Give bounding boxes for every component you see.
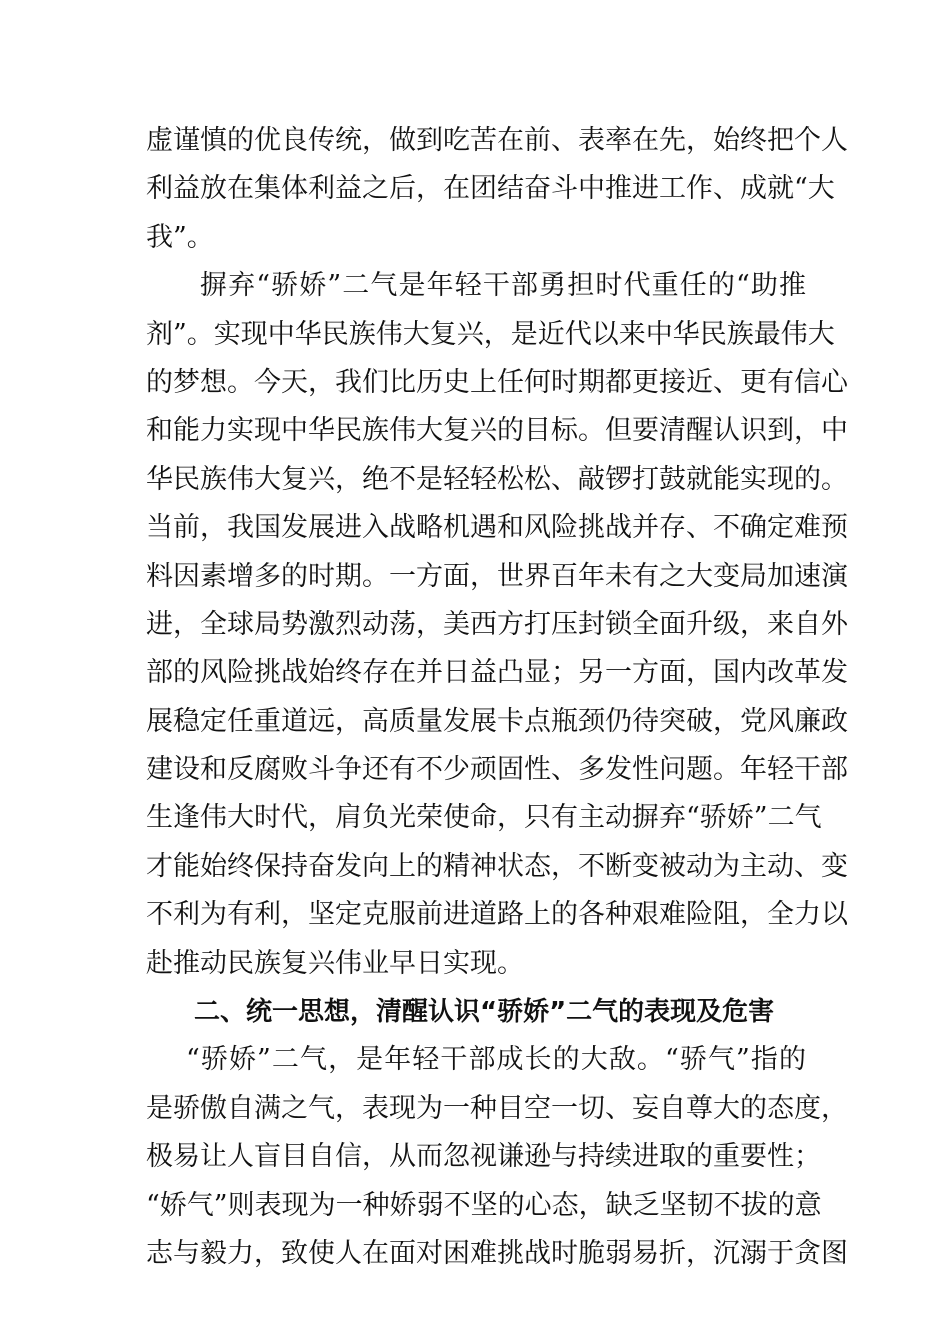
text-line: 料因素增多的时期。一方面，世界百年未有之大变局加速演	[146, 560, 848, 592]
paragraph-3	[146, 1036, 848, 1278]
text-line: 剂”。实现中华民族伟大复兴，是近代以来中华民族最伟大	[146, 318, 835, 350]
paragraph-1	[146, 117, 848, 262]
text-line: 极易让人盲目自信，从而忽视谦逊与持续进取的重要性；	[146, 1141, 821, 1173]
text-line: 利益放在集体利益之后，在团结奋斗中推进工作、成就“大	[146, 173, 835, 205]
text-line: “娇气”则表现为一种娇弱不坚的心态，缺乏坚韧不拔的意	[146, 1189, 822, 1221]
text-line: 赴推动民族复兴伟业早日实现。	[146, 947, 524, 979]
text-line: 华民族伟大复兴，绝不是轻轻松松、敲锣打鼓就能实现的。	[146, 463, 848, 495]
text-line: 和能力实现中华民族伟大复兴的目标。但要清醒认识到，中	[146, 415, 848, 447]
text-line: 是骄傲自满之气，表现为一种目空一切、妄自尊大的态度，	[146, 1092, 848, 1124]
text-line: 我”。	[146, 221, 214, 253]
text-line: 部的风险挑战始终存在并日益凸显；另一方面，国内改革发	[146, 657, 848, 689]
text-line: 摒弃“骄娇”二气是年轻干部勇担时代重任的“助推	[200, 270, 806, 302]
text-line: 进，全球局势激烈动荡，美西方打压封锁全面升级，来自外	[146, 608, 848, 640]
text-line: 志与毅力，致使人在面对困难挑战时脆弱易折，沉溺于贪图	[146, 1237, 848, 1269]
section-heading: 二、统一思想，清醒认识“骄娇”二气的表现及危害	[194, 997, 775, 1028]
text-line: 当前，我国发展进入战略机遇和风险挑战并存、不确定难预	[146, 512, 848, 544]
text-line: 的梦想。今天，我们比历史上任何时期都更接近、更有信心	[146, 366, 848, 398]
text-line: 才能始终保持奋发向上的精神状态，不断变被动为主动、变	[146, 850, 848, 882]
text-line: 生逢伟大时代，肩负光荣使命，只有主动摒弃“骄娇”二气	[146, 802, 822, 834]
text-line: 建设和反腐败斗争还有不少顽固性、多发性问题。年轻干部	[146, 754, 848, 786]
text-line: 不利为有利，坚定克服前进道路上的各种艰难险阻，全力以	[146, 899, 848, 931]
body-text	[146, 117, 848, 1278]
paragraph-2	[146, 262, 848, 988]
text-line: 展稳定任重道远，高质量发展卡点瓶颈仍待突破，党风廉政	[146, 705, 848, 737]
text-line: “骄娇”二气，是年轻干部成长的大敌。“骄气”指的	[186, 1044, 806, 1076]
text-line: 虚谨慎的优良传统，做到吃苦在前、表率在先，始终把个人	[146, 125, 848, 156]
